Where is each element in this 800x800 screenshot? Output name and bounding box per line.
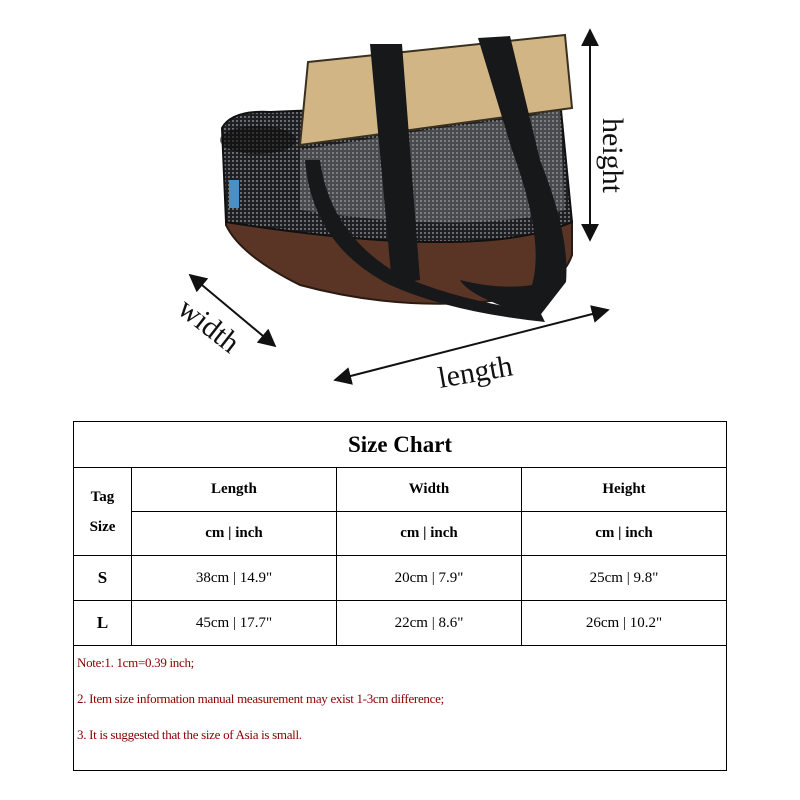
note-3: 3. It is suggested that the size of Asia is small. — [77, 727, 302, 742]
tag-size-header — [74, 468, 132, 556]
size-s-tag: S — [74, 556, 132, 601]
length-header: Length — [132, 468, 337, 512]
height-unit: cm | inch — [522, 512, 727, 556]
size-chart-table — [73, 421, 727, 771]
size-l-tag: L — [74, 601, 132, 646]
note-1: Note:1. 1cm=0.39 inch; — [77, 655, 194, 670]
bag-front-opening — [220, 126, 296, 154]
size-l-height: 26cm | 10.2" — [522, 601, 727, 646]
tag-header-line1: Tag — [90, 488, 115, 505]
height-label: height — [596, 118, 629, 193]
length-unit: cm | inch — [132, 512, 337, 556]
note-2: 2. Item size information manual measurement may exist 1-3cm difference; — [77, 691, 444, 706]
size-chart-title: Size Chart — [74, 422, 727, 468]
width-header: Width — [336, 468, 521, 512]
brand-tag — [229, 180, 239, 208]
size-l-length: 45cm | 17.7" — [132, 601, 337, 646]
length-label: length — [435, 349, 516, 395]
size-s-length: 38cm | 14.9" — [132, 556, 337, 601]
size-s-height: 25cm | 9.8" — [522, 556, 727, 601]
size-s-width: 20cm | 7.9" — [336, 556, 521, 601]
table-row-s — [74, 556, 727, 601]
tag-header-line2: Size — [89, 518, 116, 535]
height-header: Height — [522, 468, 727, 512]
notes-section — [74, 646, 727, 771]
table-row-l — [74, 601, 727, 646]
size-l-width: 22cm | 8.6" — [336, 601, 521, 646]
width-label: width — [171, 291, 246, 360]
width-unit: cm | inch — [336, 512, 521, 556]
